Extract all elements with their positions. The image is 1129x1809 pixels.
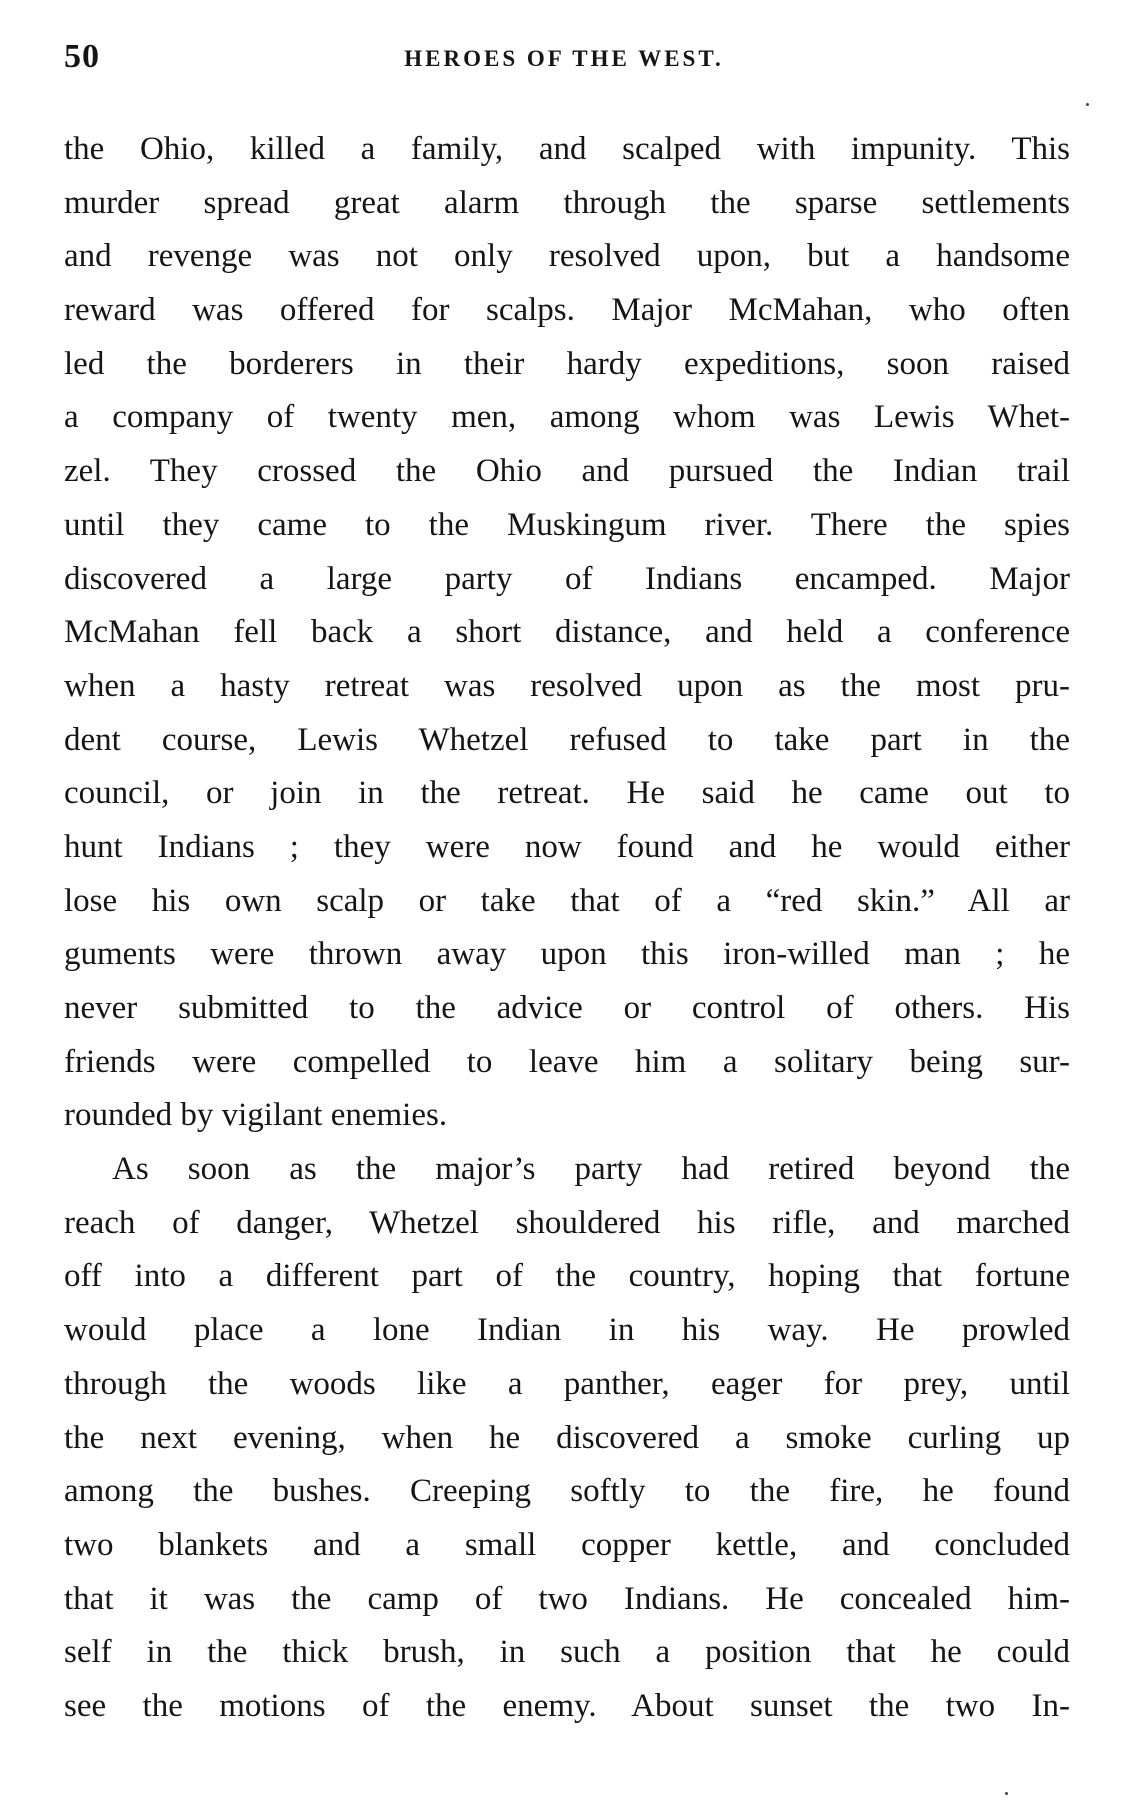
text-line: the next evening, when he discovered a smoke curling up bbox=[64, 1419, 1070, 1456]
text-line: hunt Indians ; they were now found and he would either bbox=[64, 828, 1070, 865]
text-line: discovered a large party of Indians encamped. Major bbox=[64, 560, 1070, 597]
text-line-paragraph-end: rounded by vigilant enemies. bbox=[64, 1097, 448, 1134]
text-line: until they came to the Muskingum river. There the spies bbox=[64, 506, 1070, 543]
text-line: self in the thick brush, in such a position that he could bbox=[64, 1634, 1070, 1671]
body-text bbox=[64, 123, 1070, 1734]
ink-speck bbox=[1086, 103, 1089, 106]
ink-speck bbox=[1005, 1792, 1008, 1795]
text-line: two blankets and a small copper kettle, and concluded bbox=[64, 1526, 1070, 1563]
text-line: friends were compelled to leave him a solitary being sur- bbox=[64, 1043, 1070, 1080]
text-line: dent course, Lewis Whetzel refused to take part in the bbox=[64, 721, 1070, 758]
text-line: see the motions of the enemy. About sunset the two In- bbox=[64, 1687, 1070, 1724]
text-line-paragraph-start: As soon as the major’s party had retired beyond the bbox=[112, 1151, 1070, 1188]
text-line: council, or join in the retreat. He said he came out to bbox=[64, 775, 1070, 812]
page-header bbox=[64, 38, 1064, 88]
text-line: reward was offered for scalps. Major McMahan, who often bbox=[64, 292, 1070, 329]
text-line: when a hasty retreat was resolved upon as the most pru- bbox=[64, 667, 1070, 704]
text-line: never submitted to the advice or control of others. His bbox=[64, 990, 1070, 1026]
text-line: that it was the camp of two Indians. He concealed him- bbox=[64, 1580, 1070, 1617]
text-line: guments were thrown away upon this iron-willed man ; he bbox=[64, 936, 1070, 973]
text-line: the Ohio, killed a family, and scalped with impunity. This bbox=[64, 131, 1070, 167]
text-line: led the borderers in their hardy expeditions, soon raised bbox=[64, 345, 1070, 382]
text-line: would place a lone Indian in his way. He prowled bbox=[64, 1312, 1070, 1349]
text-line: among the bushes. Creeping softly to the fire, he found bbox=[64, 1473, 1070, 1510]
text-line: through the woods like a panther, eager for prey, until bbox=[64, 1365, 1070, 1402]
text-line: murder spread great alarm through the sparse settlements bbox=[64, 184, 1070, 221]
text-line: McMahan fell back a short distance, and held a conference bbox=[64, 614, 1070, 651]
text-line: off into a different part of the country, hoping that fortune bbox=[64, 1258, 1070, 1295]
text-line: and revenge was not only resolved upon, but a handsome bbox=[64, 238, 1070, 275]
page-number: 50 bbox=[64, 38, 100, 75]
text-line: zel. They crossed the Ohio and pursued the Indian trail bbox=[64, 453, 1070, 490]
running-head: HEROES OF THE WEST. bbox=[404, 46, 724, 71]
text-line: a company of twenty men, among whom was Lewis Whet- bbox=[64, 399, 1070, 436]
text-line: reach of danger, Whetzel shouldered his rifle, and marched bbox=[64, 1204, 1070, 1241]
text-line: lose his own scalp or take that of a “red skin.” All ar bbox=[64, 882, 1070, 919]
